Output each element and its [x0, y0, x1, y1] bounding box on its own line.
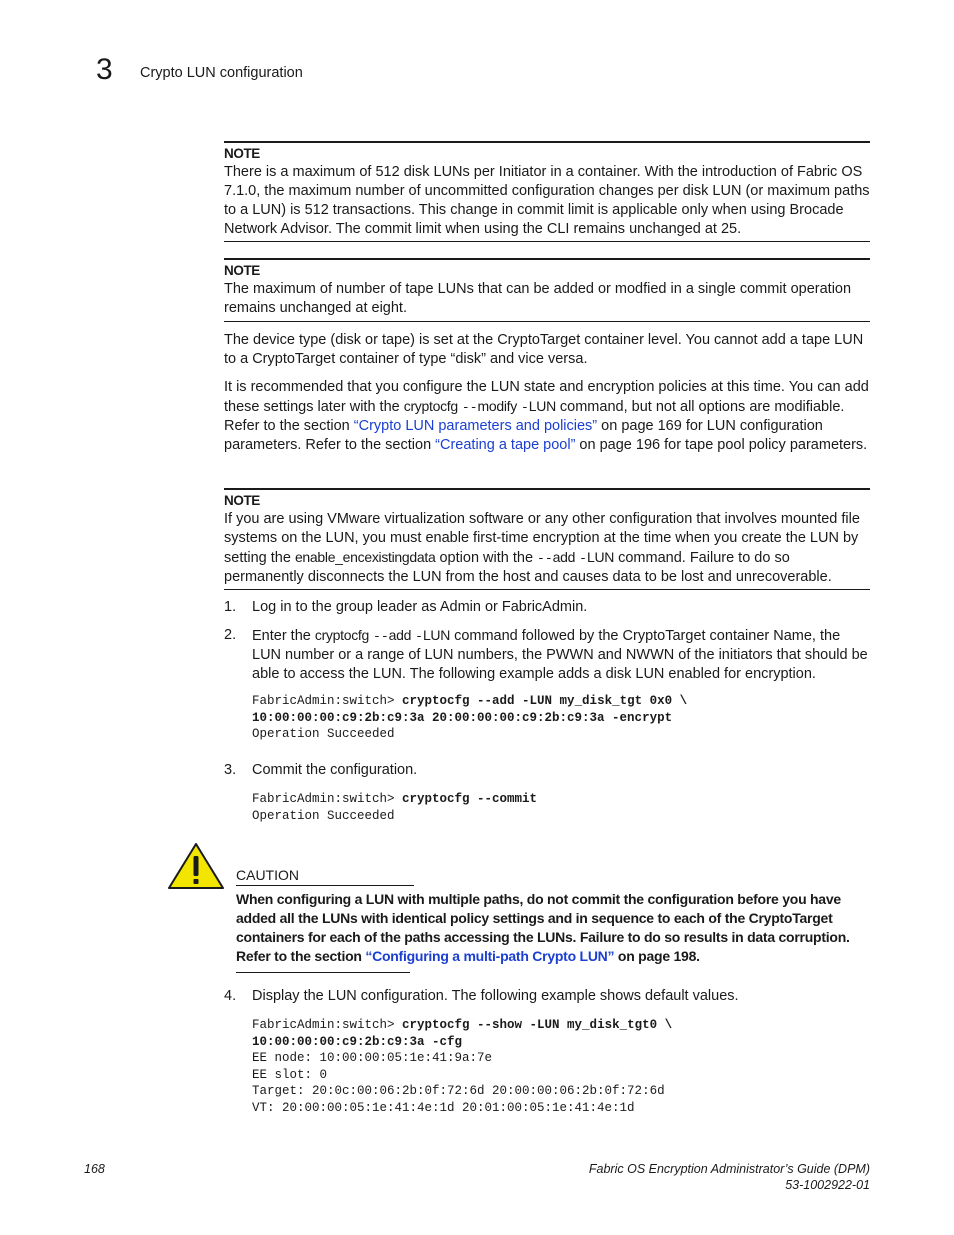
step-text: Display the LUN configuration. The following example shows default values.: [252, 988, 739, 1004]
code-output: Operation Succeeded: [252, 808, 395, 823]
command-option: modify: [477, 398, 517, 414]
crypto-lun-parameters-link[interactable]: “Crypto LUN parameters and policies”: [353, 418, 598, 434]
code-command: cryptocfg --show -LUN my_disk_tgt0 \: [402, 1018, 673, 1032]
command-dashes: --: [373, 629, 389, 644]
command-option: enable_encexistingdata: [294, 549, 436, 565]
command-name: cryptocfg: [403, 398, 458, 414]
step-2: [224, 626, 870, 684]
step-number: 2.: [224, 627, 237, 643]
command-dash: -: [579, 551, 587, 566]
note-heading: NOTE: [224, 493, 260, 508]
code-output: EE node: 10:00:00:05:1e:41:9a:7e: [252, 1051, 493, 1065]
step-3: [224, 761, 870, 780]
page-number: 168: [84, 1162, 105, 1176]
code-prompt: FabricAdmin:switch>: [252, 694, 403, 708]
note-text: There is a maximum of 512 disk LUNs per Initiator in a container. With the introduction of Fabric OS 7.1.0, the maximum number of uncommitted configuration changes per disk LUN (or maximum paths to a LUN) is 512 transactions. This change in commit limit is applicable only when using Brocade Network Advisor. The commit limit when using the CLI remains unchanged at 25.: [224, 164, 870, 237]
step-text: Enter the: [252, 628, 315, 644]
para-text: It is recommended that you configure the LUN state and encryption policies at this time. You can add these settings later with the: [224, 379, 869, 415]
note-text: option with the: [435, 550, 538, 566]
command-dash: -: [415, 629, 423, 644]
note-text: command. Failure to do so permanently disconnects the LUN from the host and causes data to be lost and unrecoverable.: [224, 550, 832, 585]
chapter-number: 3: [96, 53, 113, 86]
note-bottom-rule: [224, 589, 870, 590]
doc-number: 53-1002922-01: [785, 1178, 870, 1192]
command-dashes: --: [461, 400, 478, 415]
note-top-rule: [224, 141, 870, 143]
caution-text: [236, 890, 872, 966]
device-type-paragraph: The device type (disk or tape) is set at the CryptoTarget container level. You cannot add a tape LUN to a CryptoTarget container of type “disk” and vice versa.: [224, 332, 864, 367]
chapter-title: Crypto LUN configuration: [140, 65, 303, 81]
code-example-add-lun: [252, 693, 687, 743]
code-command: cryptocfg --commit: [402, 792, 538, 806]
command-option: add: [388, 627, 412, 643]
code-output: VT: 20:00:00:05:1e:41:4e:1d 20:01:00:05:1e:41:4e:1d: [252, 1100, 635, 1115]
note-heading: NOTE: [224, 146, 260, 161]
para-text: command, but not all options are modifiable. Refer to the section: [224, 399, 845, 434]
step-text: command followed by the CryptoTarget container Name, the LUN number or a range of LUN numbers, the PWWN and NWWN of the initiators that should be able to access the LUN. The following example adds a disk LUN enabled for encryption.: [252, 628, 868, 682]
caution-body-text: When configuring a LUN with multiple paths, do not commit the configuration before you have added all the LUNs with identical policy settings and in sequence to each of the CryptoTarget containers for each of the paths accessing the LUNs. Failure to do so results in data corruption. Refer to the section: [236, 891, 850, 964]
command-option: LUN: [422, 627, 451, 643]
note-3: [224, 491, 870, 587]
step-number: 1.: [224, 599, 237, 615]
code-prompt: FabricAdmin:switch>: [252, 792, 403, 806]
code-command: 10:00:00:00:c9:2b:c9:3a 20:00:00:00:c9:2b:c9:3a -encrypt: [252, 710, 673, 725]
code-output: EE slot: 0: [252, 1067, 328, 1082]
para-text: on page 169 for LUN configuration parameters. Refer to the section: [224, 418, 823, 453]
caution-bottom-rule: [236, 972, 410, 973]
command-dash: -: [520, 400, 529, 415]
note-text: If you are using VMware virtualization software or any other configuration that involves mounted file systems on the LUN, you must enable first-time encryption at the time when you create the LUN by setting the: [224, 511, 860, 566]
note-1: [224, 144, 870, 239]
note-2: [224, 261, 870, 318]
code-example-show-lun: [252, 1017, 672, 1116]
note-bottom-rule: [224, 241, 870, 242]
creating-tape-pool-link[interactable]: “Creating a tape pool”: [435, 437, 576, 453]
command-name: cryptocfg: [314, 627, 369, 643]
command-option: LUN: [586, 549, 615, 565]
step-number: 3.: [224, 762, 237, 778]
step-text: Commit the configuration.: [252, 762, 418, 778]
caution-top-rule: [236, 885, 414, 886]
doc-title: Fabric OS Encryption Administrator’s Guide (DPM): [588, 1162, 870, 1176]
code-output: Target: 20:0c:00:06:2b:0f:72:6d 20:00:00:06:2b:0f:72:6d: [252, 1084, 665, 1098]
step-number: 4.: [224, 988, 237, 1004]
step-text: Log in to the group leader as Admin or FabricAdmin.: [252, 599, 588, 615]
note-bottom-rule: [224, 321, 870, 322]
caution-body-text: on page 198.: [614, 948, 700, 964]
command-option: LUN: [528, 398, 556, 414]
note-top-rule: [224, 488, 870, 490]
code-prompt: FabricAdmin:switch>: [252, 1018, 403, 1032]
code-command: cryptocfg --add -LUN my_disk_tgt 0x0 \: [402, 694, 688, 708]
command-option: add: [552, 549, 576, 565]
code-example-commit: [252, 791, 537, 824]
note-text: The maximum of number of tape LUNs that can be added or modfied in a single commit operation remains unchanged at eight.: [224, 281, 852, 316]
warning-triangle-icon: [167, 842, 225, 890]
configuring-multipath-crypto-lun-link[interactable]: “Configuring a multi-path Crypto LUN”: [365, 948, 615, 964]
code-output: Operation Succeeded: [252, 727, 395, 741]
command-dashes: --: [537, 551, 553, 566]
note-top-rule: [224, 258, 870, 260]
note-heading: NOTE: [224, 263, 260, 278]
recommendation-paragraph: [224, 378, 870, 455]
caution-heading: CAUTION: [236, 867, 299, 883]
code-command: 10:00:00:00:c9:2b:c9:3a -cfg: [252, 1034, 463, 1049]
step-1: [224, 598, 870, 617]
step-4: [224, 987, 870, 1006]
para-text: on page 196 for tape pool policy parameters.: [575, 437, 868, 453]
